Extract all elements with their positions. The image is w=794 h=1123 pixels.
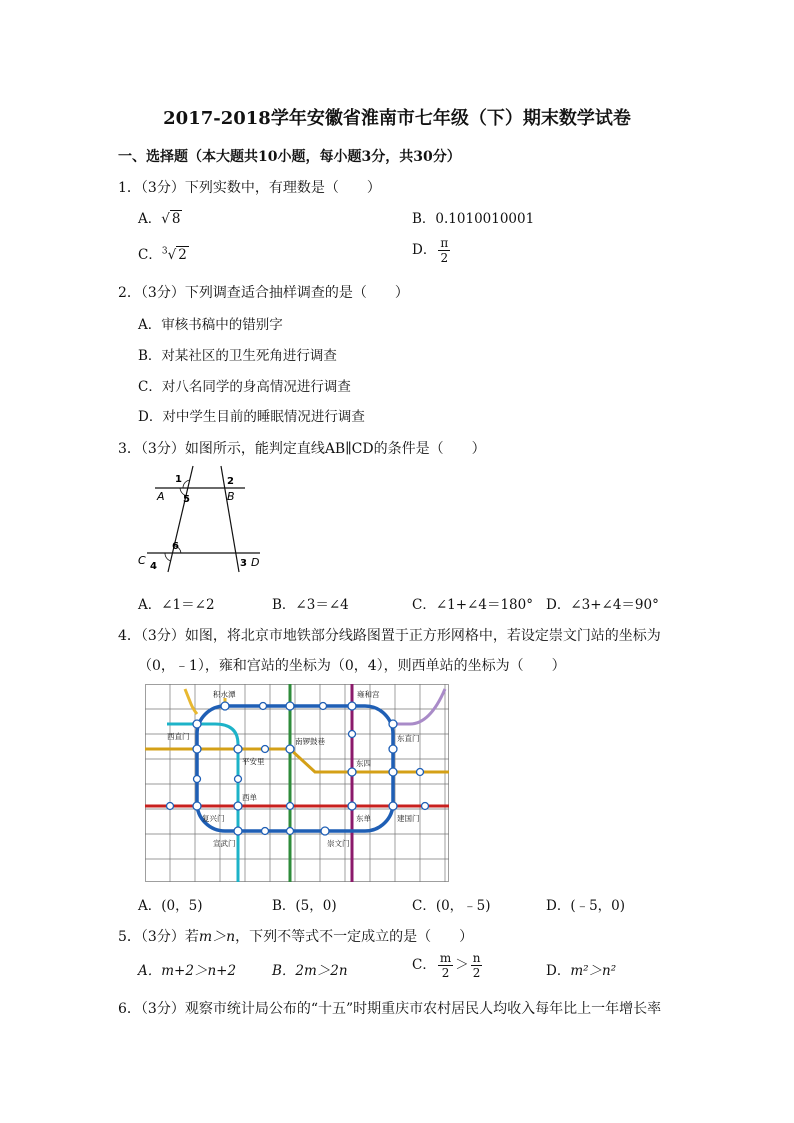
line-6 <box>145 749 449 772</box>
q2-option-b[interactable]: B．对某社区的卫生死角进行调查 <box>138 348 337 364</box>
q5-option-c-label: C． <box>412 957 436 973</box>
q5-c-frac-2 <box>471 951 483 980</box>
station-dongzhimen: 东直门 <box>397 734 420 743</box>
q5-stem-prefix: 5．（3分）若 <box>118 929 199 945</box>
q2-option-a[interactable]: A．审核书稿中的错别字 <box>138 317 283 333</box>
q5-stem-suffix: ，下列不等式不一定成立的是（ ） <box>235 929 474 945</box>
station-pinganli: 平安里 <box>242 757 265 766</box>
q1-d-numerator: π <box>440 236 449 250</box>
label-d: D <box>251 556 260 569</box>
q1-option-d-label: D． <box>412 242 437 258</box>
question-5-stem <box>118 926 473 946</box>
q5-option-d-value: m²＞n² <box>570 963 617 979</box>
q5-stem-condition: m＞n <box>198 929 236 945</box>
q1-option-c[interactable]: C．$^3$√ 2 <box>138 246 187 263</box>
station-jianguomen: 建国门 <box>397 814 420 823</box>
station-xuanwumen: 宣武门 <box>213 839 236 848</box>
q4-option-b[interactable]: B．(5，0) <box>272 898 337 914</box>
map-grid <box>145 684 449 882</box>
label-a: A <box>157 490 165 503</box>
q1-option-a-radicand: 8 <box>171 211 181 227</box>
label-6: 6 <box>172 541 179 552</box>
q2-option-d[interactable]: D．对中学生目前的睡眠情况进行调查 <box>138 409 365 425</box>
angle-4-arc <box>165 553 171 561</box>
question-3-stem: 3．（3分）如图所示，能判定直线AB∥CD的条件是（ ） <box>118 441 486 457</box>
q5-c-den-2: 2 <box>472 966 481 980</box>
q1-option-a[interactable]: A．√ 8 <box>138 211 181 227</box>
station-dongdan: 东单 <box>356 814 371 823</box>
q1-d-denominator: 2 <box>440 251 449 265</box>
q5-option-c[interactable] <box>412 951 484 980</box>
q2-option-c[interactable]: C．对八名同学的身高情况进行调查 <box>138 379 351 395</box>
question-4-stem-line-2: （0，﹣1），雍和宫站的坐标为（0，4），则西单站的坐标为（ ） <box>138 658 566 674</box>
q3-option-a[interactable]: A．∠1＝∠2 <box>138 597 215 613</box>
q1-option-b[interactable]: B．0.1010010001 <box>412 211 535 227</box>
label-2: 2 <box>227 476 234 487</box>
station-dongsi: 东四 <box>356 759 371 768</box>
airport-express <box>393 689 445 724</box>
station-jishuitan: 积水潭 <box>213 690 236 699</box>
q5-c-num-2: n <box>472 951 481 965</box>
station-nanluoguxiang: 南锣鼓巷 <box>295 737 325 746</box>
station-fuxingmen: 复兴门 <box>202 814 225 823</box>
q1-option-c-radicand: 2 <box>178 247 187 263</box>
label-3: 3 <box>240 558 247 569</box>
label-5: 5 <box>183 494 190 505</box>
question-4-stem-line-1: 4．（3分）如图，将北京市地铁部分线路图置于正方形网格中，若设定崇文门站的坐标为 <box>118 628 661 644</box>
q5-option-a[interactable]: A．m+2＞n+2 <box>138 963 237 979</box>
q5-option-b[interactable]: B．2m＞2n <box>272 963 348 979</box>
station-xidan: 西单 <box>242 793 257 802</box>
label-1: 1 <box>175 474 182 485</box>
grid-frame <box>146 685 449 882</box>
q1-option-c-label: C． <box>138 247 162 263</box>
q3-option-d[interactable]: D．∠3+∠4＝90° <box>546 597 659 613</box>
question-6-stem: 6．（3分）观察市统计局公布的“十五”时期重庆市农村居民人均收入每年比上一年增长率 <box>118 1001 662 1017</box>
station-yonghegong: 雍和宫 <box>357 690 380 699</box>
q5-option-d-label: D． <box>546 963 571 979</box>
q4-option-d[interactable]: D．(﹣5，0) <box>546 898 626 914</box>
q3-parallel-lines-figure <box>135 462 270 577</box>
label-4: 4 <box>150 561 157 572</box>
station-chongwenmen: 崇文门 <box>327 839 350 848</box>
q3-option-b[interactable]: B．∠3＝∠4 <box>272 597 349 613</box>
q4-subway-map-figure <box>145 684 449 882</box>
question-2-stem: 2．（3分）下列调查适合抽样调查的是（ ） <box>118 285 409 301</box>
q1-option-d[interactable] <box>412 236 452 265</box>
q1-option-c-index: 3 <box>161 246 168 257</box>
q5-option-d[interactable] <box>546 959 616 979</box>
question-1-stem: 1．（3分）下列实数中，有理数是（ ） <box>118 180 381 196</box>
section-heading: 一、选择题（本大题共10小题，每小题3分，共30分） <box>118 149 461 165</box>
q1-option-a-label: A． <box>138 211 162 227</box>
label-b: B <box>227 490 235 503</box>
q3-option-c[interactable]: C．∠1+∠4＝180° <box>412 597 533 613</box>
q4-option-a[interactable]: A．(0，5) <box>138 898 203 914</box>
q5-c-gt: ＞ <box>455 957 469 973</box>
station-xizhimen: 西直门 <box>167 732 190 741</box>
q5-c-den-1: 2 <box>441 966 450 980</box>
q4-option-c[interactable]: C．(0，﹣5) <box>412 898 491 914</box>
q5-c-frac-1 <box>438 951 453 980</box>
label-c: C <box>138 554 146 567</box>
page-title: 2017-2018学年安徽省淮南市七年级（下）期末数学试卷 <box>163 108 631 129</box>
q1-option-d-fraction <box>438 236 450 265</box>
q5-c-num-1: m <box>439 951 452 965</box>
